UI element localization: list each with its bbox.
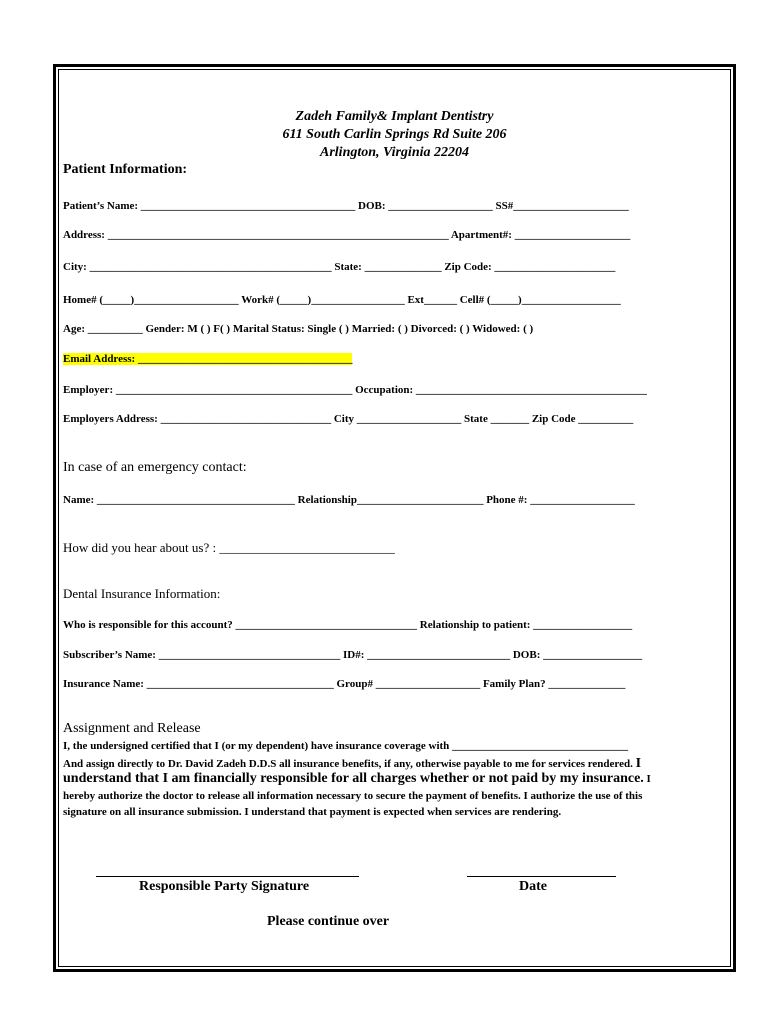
assignment-line-2: And assign directly to Dr. David Zadeh D.D.S all insurance benefits, if any, otherwise payable to me for services rendered. I: [63, 756, 642, 771]
referral-question: How did you hear about us? : ___________________________: [63, 540, 395, 555]
practice-address: 611 South Carlin Springs Rd Suite 206: [282, 127, 507, 142]
practice-city: Arlington, Virginia 22204: [320, 145, 469, 160]
insurance-name-row: Insurance Name: __________________________________ Group# ___________________ Family Plan? ______________: [63, 678, 626, 690]
assignment-line-3: understand that I am financially responsible for all charges whether or not paid by my insurance. I: [63, 771, 651, 786]
patient-info-heading: Patient Information:: [63, 162, 188, 177]
practice-name: Zadeh Family& Implant Dentistry: [295, 109, 494, 124]
date-label: Date: [519, 879, 547, 894]
email-row: Email Address: _______________________________________: [63, 353, 353, 365]
patient-name-row: Patient’s Name: _______________________________________ DOB: ___________________ SS#_____________________: [63, 200, 629, 212]
date-line: [467, 876, 616, 877]
phone-row: Home# (_____)___________________ Work# (_____)_________________ Ext______ Cell# (_____)__________________: [63, 294, 621, 306]
assignment-line-5: signature on all insurance submission. I understand that payment is expected when services are rendering.: [63, 806, 562, 818]
insurance-heading: Dental Insurance Information:: [63, 586, 221, 601]
assignment-heading: Assignment and Release: [63, 721, 201, 736]
emergency-heading: In case of an emergency contact:: [63, 460, 247, 475]
assignment-line-1: I, the undersigned certified that I (or my dependent) have insurance coverage with ________________________________: [63, 740, 629, 752]
employer-address-row: Employers Address: _______________________________ City ___________________ State _______ Zip Code __________: [63, 413, 634, 425]
subscriber-row: Subscriber’s Name: _________________________________ ID#: __________________________ DOB: __________________: [63, 649, 643, 661]
signature-label: Responsible Party Signature: [139, 879, 310, 894]
continue-note: Please continue over: [267, 914, 390, 929]
responsible-party-row: Who is responsible for this account? _________________________________ Relationship to patient: __________________: [63, 619, 633, 631]
address-row: Address: ______________________________________________________________ Apartment#: _____________________: [63, 229, 631, 241]
city-row: City: ____________________________________________ State: ______________ Zip Code: ______________________: [63, 261, 616, 273]
demographics-row: Age: __________ Gender: M ( ) F( ) Marital Status: Single ( ) Married: ( ) Divorced: ( ) Widowed: ( ): [63, 323, 534, 335]
signature-line: [96, 876, 359, 877]
employer-row: Employer: ___________________________________________ Occupation: __________________________________________: [63, 384, 647, 396]
assignment-line-4: hereby authorize the doctor to release all information necessary to secure the payment of benefits. I authorize the use of this: [63, 790, 643, 802]
emergency-contact-row: Name: ____________________________________ Relationship_______________________ Phone #: ___________________: [63, 494, 635, 506]
